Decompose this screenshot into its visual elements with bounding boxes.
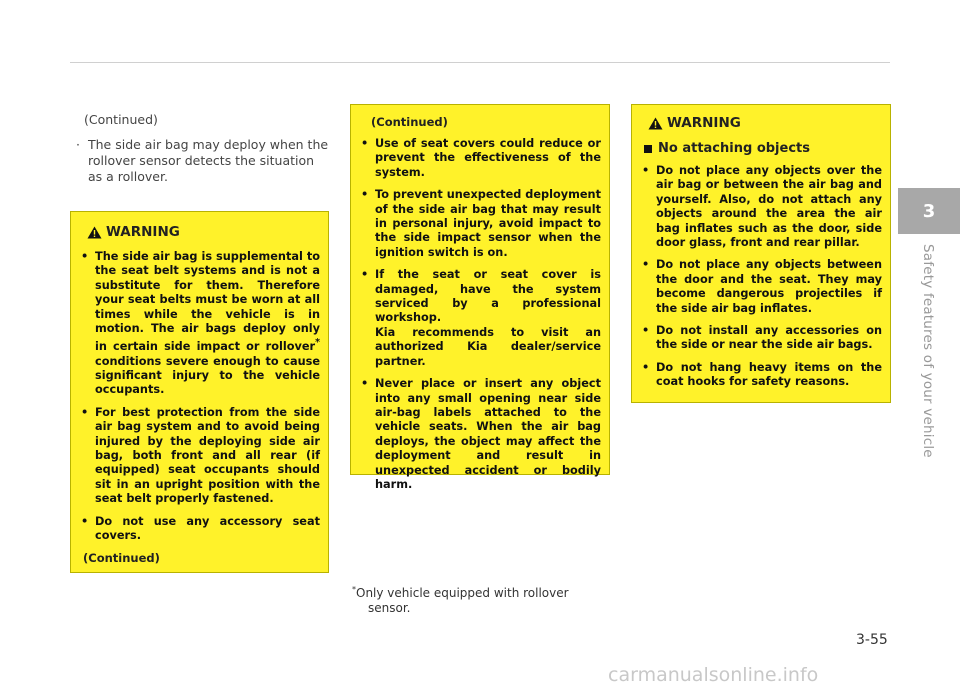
warning-box-2 xyxy=(350,104,610,491)
footnote-marker: * xyxy=(352,585,356,594)
footnote-line-2: sensor. xyxy=(368,601,411,615)
bullet-dot: • xyxy=(642,324,650,338)
list-item xyxy=(76,137,330,185)
item-text: Never place or insert any object into any small opening near side air-bag labels attached to the vehicle seats. When the air bag deploys, the object may affect the deployment and result in unexpected accident or bodily harm. xyxy=(375,377,601,491)
warning-heading xyxy=(87,224,320,240)
bullet-dot: • xyxy=(642,258,650,272)
item-text-extra: Kia recommends to visit an authorized Kia dealer/service partner. xyxy=(375,325,601,368)
bullet-text: The side air bag may deploy when the rollover sensor detects the situation as a rollover. xyxy=(88,137,329,184)
list-item xyxy=(79,406,320,507)
list-item xyxy=(79,250,320,398)
warning-title: WARNING xyxy=(106,224,180,240)
subheading-text: No attaching objects xyxy=(658,141,810,156)
warning-triangle-icon xyxy=(87,226,102,239)
top-rule xyxy=(70,62,890,63)
item-text: Do not use any accessory seat covers. xyxy=(95,514,320,543)
warning-box-3 xyxy=(631,104,891,403)
warning-title: WARNING xyxy=(667,115,741,131)
list-item xyxy=(640,361,882,390)
item-text: Do not hang heavy items on the coat hooks for safety reasons. xyxy=(656,360,882,389)
item-text: Do not place any objects between the door and the seat. They may become dangerous projectiles if the side air bag inflates. xyxy=(656,258,882,315)
warning-box-1 xyxy=(70,211,329,573)
page-number: 3-55 xyxy=(856,632,888,648)
bullet-dot: · xyxy=(76,137,80,152)
list-item xyxy=(359,188,601,260)
item-text-main: If the seat or seat cover is damaged, have the system serviced by a professional workshop. xyxy=(375,268,601,325)
subheading xyxy=(644,141,882,156)
bullet-dot: • xyxy=(361,137,369,150)
list-item xyxy=(79,515,320,544)
item-text: Use of seat covers could reduce or prevent the effectiveness of the system. xyxy=(375,137,601,179)
warning-heading xyxy=(648,115,882,131)
list-item xyxy=(359,137,601,180)
footnote xyxy=(352,582,608,616)
item-text: Do not place any objects over the air bag or between the air bag and yourself. Also, do not attach any objects around the area the air bag inflates such as the door, side door glass, front and rear pillar. xyxy=(656,164,882,250)
footnote-line-1: Only vehicle equipped with rollover xyxy=(356,586,569,600)
bullet-dot: • xyxy=(642,360,650,374)
item-text-main: The side air bag is supplemental to the seat belt systems and is not a substitute for them. Therefore your seat belts must be worn at all times while the vehicle is in motion. The air bags deploy only in certain side impact or rollover xyxy=(95,250,320,354)
bullet-dot: • xyxy=(81,405,89,419)
bullet-dot: • xyxy=(361,377,369,391)
footnote-marker: * xyxy=(315,337,320,349)
item-text: To prevent unexpected deployment of the side air bag that may result in personal injury, avoid impact to the side impact sensor when the ignition switch is on. xyxy=(375,188,601,259)
item-text: For best protection from the side air bag system and to avoid being injured by the deploying side air bag, both front and all rear (if equipped) seat occupants should sit in an upright position with the seat belt properly fastened. xyxy=(95,405,320,506)
list-item xyxy=(640,164,882,250)
item-text-tail: conditions severe enough to cause significant injury to the vehicle occupants. xyxy=(95,354,320,397)
bullet-dot: • xyxy=(81,514,89,528)
bullet-dot: • xyxy=(642,164,650,177)
list-item xyxy=(359,268,601,369)
warning-triangle-icon xyxy=(648,117,663,130)
bullet-dot: • xyxy=(81,250,89,263)
bullet-dot: • xyxy=(361,188,369,202)
continued-label: (Continued) xyxy=(84,112,158,127)
bullet-dot: • xyxy=(361,268,369,282)
square-bullet-icon xyxy=(644,145,652,153)
list-item xyxy=(359,377,601,492)
list-item xyxy=(640,324,882,353)
chapter-title: Safety features of your vehicle xyxy=(920,244,936,458)
continued-label: (Continued) xyxy=(83,551,160,566)
item-text xyxy=(95,250,320,398)
watermark: carmanualsonline.info xyxy=(608,664,819,686)
chapter-tab: 3 xyxy=(898,188,960,234)
continued-label: (Continued) xyxy=(371,115,448,129)
list-item xyxy=(640,258,882,316)
column-1 xyxy=(70,112,330,185)
item-text: Do not install any accessories on the side or near the side air bags. xyxy=(656,324,882,352)
item-text xyxy=(375,268,601,369)
